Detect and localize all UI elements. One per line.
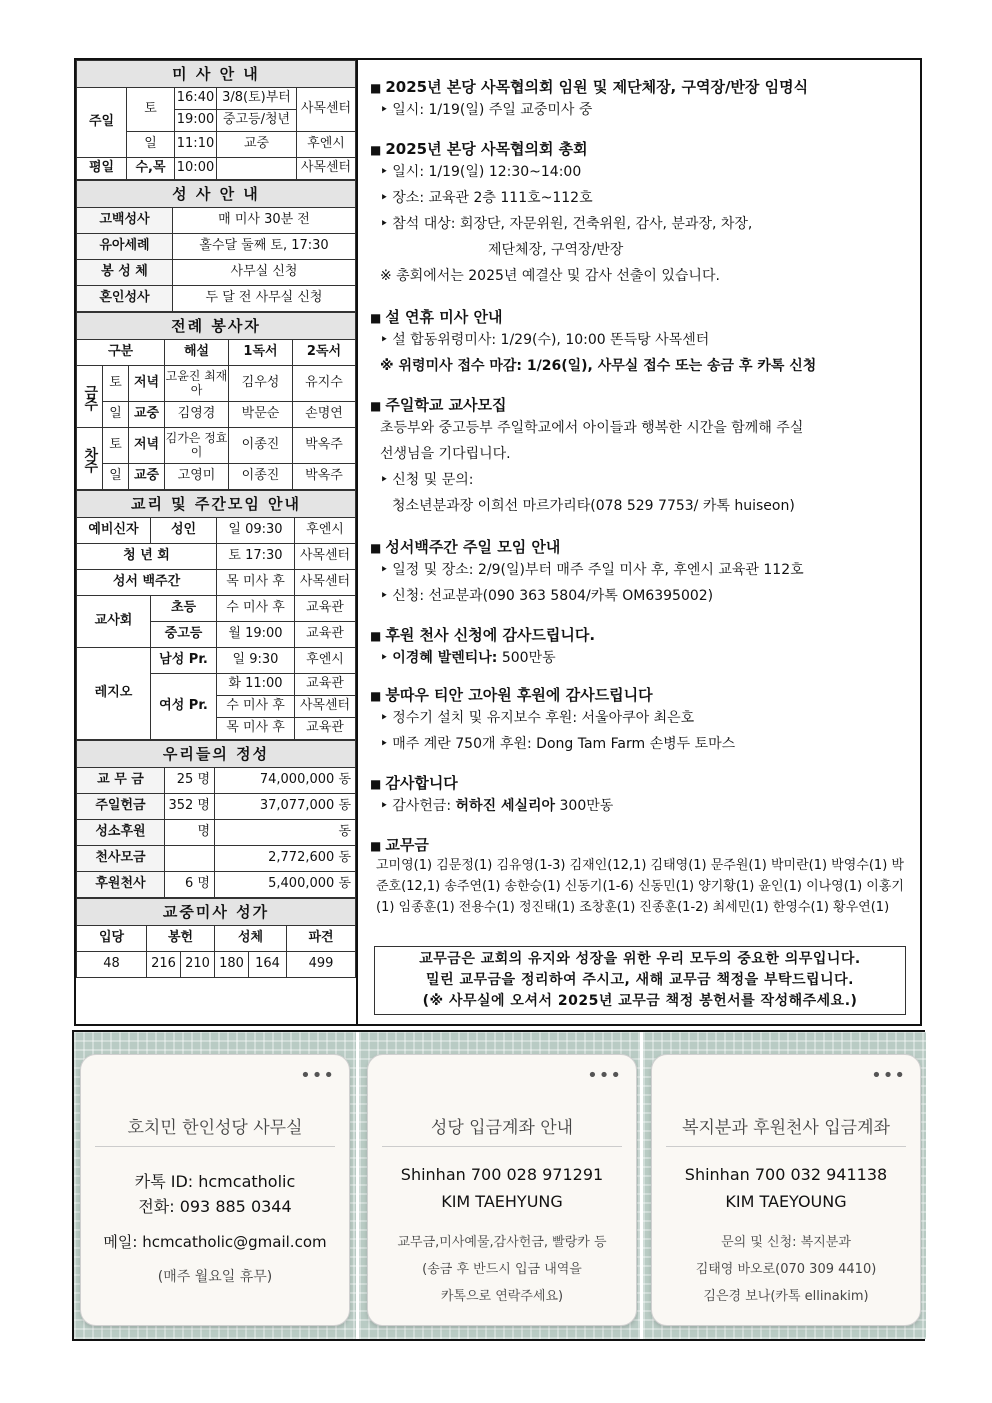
liturgy-reader1: 박문순 (229, 402, 293, 428)
sacrament-value: 홀수달 둘째 토, 17:30 (173, 234, 356, 260)
liturgy-day: 토 (103, 428, 129, 464)
left-column (76, 60, 358, 1024)
liturgy-mass: 저녁 (129, 366, 165, 402)
group-place: 교육관 (295, 718, 356, 740)
mass-sub: 일 (127, 132, 175, 158)
donor-name: 이경혜 발렌티나: (392, 650, 498, 666)
liturgy-mass: 저녁 (129, 428, 165, 464)
offering-table (76, 740, 356, 898)
notice-line: ‣ 설 합동위령미사: 1/29(수), 10:00 똔득탕 사목센터 (370, 327, 915, 353)
card-office (80, 1054, 350, 1326)
groups-table (76, 490, 356, 740)
card-note: 김은경 보나(카톡 ellinakim) (703, 1289, 869, 1304)
hymns-table (76, 898, 356, 978)
notice-line: ※ 위령미사 접수 마감: 1/26(일), 사무실 접수 또는 송금 후 카톡 신청 (380, 358, 817, 374)
group-place: 후엔시 (295, 518, 356, 544)
mass-sub: 토 (127, 88, 175, 132)
sacrament-name: 봉 성 체 (77, 260, 173, 286)
notice-orphanage (370, 684, 915, 757)
notice-lunar-new-year (370, 306, 915, 379)
notice-line: 청소년분과장 이희선 마르가리타(078 529 7753/ 카톡 huiseon) (392, 498, 795, 514)
group-sub: 여성 Pr. (151, 674, 217, 740)
notice-title: ■ 교무금 (370, 834, 915, 855)
liturgy-commentator: 고윤진 최재아 (165, 366, 229, 402)
panel-welfare-account (640, 1032, 926, 1339)
donation-amount: 300만동 (555, 798, 614, 814)
liturgy-commentator: 김가은 정효이 (165, 428, 229, 464)
mass-day: 주일 (77, 88, 127, 158)
liturgy-mass: 교중 (129, 464, 165, 490)
card-holder: KIM TAEYOUNG (725, 1192, 847, 1211)
offering-amount: 37,077,000 (259, 798, 335, 814)
notice-title: ■ 2025년 본당 사목협의회 임원 및 제단체장, 구역장/반장 임명식 (370, 76, 915, 97)
offering-unit: 동 (338, 772, 351, 788)
notice-bible-week (370, 536, 915, 609)
liturgy-header: 구분 (77, 340, 165, 366)
hymn-header: 입당 (77, 926, 147, 952)
offering-name: 교 무 금 (77, 768, 165, 794)
hymn-number: 164 (249, 952, 287, 978)
tithe-list: 고미영(1) 김문정(1) 김유영(1-3) 김재인(12,1) 김태영(1) 문주원(1) 박미란(1) 박영수(1) 박준호(12,1) 송주연(1) 송한승(1) 신동기(1-6) 신동민(1) 양기황(1) 윤인(1) 이나영(1) 이홍기(1) 임종훈(1) 전용수(1) 정진태(1) 조창훈(1) 진종훈(1-2) 최세민(1) 한영수(1) 황우연(1) (376, 858, 904, 915)
card-note: (송금 후 반드시 입금 내역을 (422, 1262, 582, 1277)
liturgy-day: 일 (103, 464, 129, 490)
hymn-number: 216 (147, 952, 181, 978)
hymn-number: 499 (287, 952, 356, 978)
offering-amount: 74,000,000 (259, 772, 335, 788)
mass-table (76, 60, 356, 180)
offering-name: 주일헌금 (77, 794, 165, 820)
notice-box-line: 교무금은 교회의 유지와 성장을 위한 우리 모두의 중요한 의무입니다. (419, 951, 861, 967)
mass-day: 평일 (77, 158, 127, 180)
more-icon[interactable]: ••• (300, 1065, 335, 1086)
group-place: 사목센터 (295, 570, 356, 596)
card-note: 김태영 바오로(070 309 4410) (695, 1262, 877, 1277)
sacrament-table (76, 180, 356, 312)
group-sub: 초등 (151, 596, 217, 622)
liturgy-reader2: 손명연 (293, 402, 356, 428)
group-time: 수 미사 후 (217, 696, 295, 718)
card-email[interactable]: 메일: hcmcatholic@gmail.com (103, 1233, 327, 1251)
liturgy-header: 1독서 (229, 340, 293, 366)
notice-line: ‣ 일시: 1/19(일) 주일 교중미사 중 (370, 97, 915, 123)
sacrament-value: 사무실 신청 (173, 260, 356, 286)
card-church-account (367, 1054, 637, 1326)
liturgy-reader1: 이종진 (229, 464, 293, 490)
liturgy-header: 해설 (165, 340, 229, 366)
group-name: 레지오 (77, 648, 151, 740)
liturgy-reader2: 박옥주 (293, 428, 356, 464)
mass-desc: 중고등/청년 (217, 110, 297, 132)
right-column (360, 60, 920, 1024)
offering-unit: 동 (338, 798, 351, 814)
offering-unit: 동 (338, 824, 351, 840)
notice-box-line: (※ 사무실에 오셔서 2025년 교무금 책정 봉헌서를 작성해주세요.) (422, 993, 858, 1009)
more-icon[interactable]: ••• (587, 1065, 622, 1086)
notice-line: ‣ 신청: 선교분과(090 363 5804/카톡 OM6395002) (370, 583, 915, 609)
offering-count: 명 (165, 820, 215, 846)
notice-title: ■ 붕따우 티안 고아원 후원에 감사드립니다 (370, 684, 915, 705)
liturgy-header: 2독서 (293, 340, 356, 366)
group-sub: 중고등 (151, 622, 217, 648)
bulletin-frame (74, 58, 922, 1026)
sacrament-value: 두 달 전 사무실 신청 (173, 286, 356, 312)
offering-amount: 5,400,000 (268, 876, 335, 892)
mass-time: 19:00 (175, 110, 217, 132)
notice-teachers (370, 394, 915, 519)
mass-place: 사목센터 (297, 158, 356, 180)
mass-desc: 교중 (217, 132, 297, 158)
group-place: 교육관 (295, 596, 356, 622)
card-note: (매주 월요일 휴무) (157, 1269, 273, 1285)
card-account: Shinhan 700 028 971291 (400, 1165, 604, 1184)
donor-name: 허하진 세실리아 (455, 798, 556, 814)
group-time: 화 11:00 (217, 674, 295, 696)
group-name: 예비신자 (77, 518, 151, 544)
group-place: 후엔시 (295, 648, 356, 674)
group-place: 사목센터 (295, 544, 356, 570)
tithe-notice-box (374, 946, 906, 1015)
group-time: 목 미사 후 (217, 718, 295, 740)
donation-amount: 500만동 (497, 650, 556, 666)
card-welfare-account (651, 1054, 921, 1326)
notice-line: ‣ 참석 대상: 회장단, 자문위원, 건축위원, 감사, 분과장, 차장, (370, 211, 915, 237)
notice-line: ※ 총회에서는 2025년 예결산 및 감사 선출이 있습니다. (380, 268, 720, 284)
mass-time: 10:00 (175, 158, 217, 180)
notice-title: ■ 설 연휴 미사 안내 (370, 306, 915, 327)
card-kakao: 카톡 ID: hcmcatholic (134, 1172, 296, 1191)
groups-title: 교리 및 주간모임 안내 (77, 491, 356, 518)
contact-section (72, 1030, 925, 1341)
mass-time: 11:10 (175, 132, 217, 158)
notice-line: ‣ 일시: 1/19(일) 12:30~14:00 (370, 159, 915, 185)
week-label-next: 차주 (77, 428, 103, 490)
sacrament-name: 고백성사 (77, 208, 173, 234)
mass-title: 미 사 안 내 (77, 61, 356, 88)
notice-line: ‣ 신청 및 문의: (370, 467, 915, 493)
notice-title: ■ 주일학교 교사모집 (370, 394, 915, 415)
notice-thanks (370, 772, 915, 819)
offering-unit: 동 (338, 850, 351, 866)
group-name: 성서 백주간 (77, 570, 217, 596)
offering-count: 25 명 (165, 768, 215, 794)
panel-church-account (356, 1032, 640, 1339)
offering-title: 우리들의 정성 (77, 741, 356, 768)
group-place: 사목센터 (295, 696, 356, 718)
group-place: 교육관 (295, 622, 356, 648)
notice-angel-thanks (370, 624, 915, 671)
offering-name: 천사모금 (77, 846, 165, 872)
sacrament-name: 혼인성사 (77, 286, 173, 312)
card-title: 성당 입금계좌 안내 (382, 1113, 622, 1147)
mass-place: 후엔시 (297, 132, 356, 158)
offering-amount: 2,772,600 (268, 850, 335, 866)
notice-line: ‣ 정수기 설치 및 유지보수 후원: 서울아쿠아 최은호 (370, 705, 915, 731)
sacrament-title: 성 사 안 내 (77, 181, 356, 208)
sacrament-name: 유아세례 (77, 234, 173, 260)
notice-tithe (370, 834, 915, 918)
offering-count: 6 명 (165, 872, 215, 898)
liturgy-day: 토 (103, 366, 129, 402)
group-time: 목 미사 후 (217, 570, 295, 596)
card-title: 호치민 한인성당 사무실 (95, 1113, 335, 1147)
liturgy-title: 전례 봉사자 (77, 313, 356, 340)
notice-title: ■ 성서백주간 주일 모임 안내 (370, 536, 915, 557)
offering-unit: 동 (338, 876, 351, 892)
group-time: 토 17:30 (217, 544, 295, 570)
group-name: 교사회 (77, 596, 151, 648)
hymn-number: 48 (77, 952, 147, 978)
liturgy-reader2: 유지수 (293, 366, 356, 402)
notice-line: ‣ 장소: 교육관 2층 111호~112호 (370, 185, 915, 211)
mass-place: 사목센터 (297, 88, 356, 132)
offering-name: 성소후원 (77, 820, 165, 846)
card-note: 교무금,미사예물,감사헌금, 빨랑카 등 (397, 1235, 607, 1250)
liturgy-day: 일 (103, 402, 129, 428)
week-label-this: 금주 (77, 366, 103, 428)
group-sub: 성인 (151, 518, 217, 544)
notice-line: 선생님을 기다립니다. (380, 446, 511, 462)
group-time: 수 미사 후 (217, 596, 295, 622)
more-icon[interactable]: ••• (871, 1065, 906, 1086)
liturgy-reader1: 이종진 (229, 428, 293, 464)
notice-line: ‣ 일정 및 장소: 2/9(일)부터 매주 주일 미사 후, 후엔시 교육관 112호 (370, 557, 915, 583)
liturgy-table (76, 312, 356, 490)
mass-desc: 3/8(토)부터 (217, 88, 297, 110)
hymn-header: 성체 (215, 926, 287, 952)
card-note: 카톡으로 연락주세요) (440, 1289, 564, 1304)
liturgy-reader2: 박옥주 (293, 464, 356, 490)
sacrament-value: 매 미사 30분 전 (173, 208, 356, 234)
hymn-number: 210 (181, 952, 215, 978)
hymns-title: 교중미사 성가 (77, 899, 356, 926)
card-note: 문의 및 신청: 복지분과 (721, 1235, 851, 1250)
notice-title: ■ 후원 천사 신청에 감사드립니다. (370, 624, 915, 645)
notice-line: 감사헌금: (392, 798, 456, 814)
group-name: 청 년 회 (77, 544, 217, 570)
card-title: 복지분과 후원천사 입금계좌 (666, 1113, 906, 1147)
offering-count: 352 명 (165, 794, 215, 820)
card-phone: 전화: 093 885 0344 (138, 1197, 292, 1216)
card-account: Shinhan 700 032 941138 (684, 1165, 888, 1184)
group-time: 일 09:30 (217, 518, 295, 544)
liturgy-commentator: 김영경 (165, 402, 229, 428)
notice-line: 제단체장, 구역장/반장 (488, 242, 624, 258)
hymn-number: 180 (215, 952, 249, 978)
liturgy-mass: 교중 (129, 402, 165, 428)
card-holder: KIM TAEHYUNG (441, 1192, 563, 1211)
notice-box-line: 밀린 교무금을 정리하여 주시고, 새해 교무금 책정을 부탁드립니다. (426, 972, 854, 988)
hymn-header: 봉헌 (147, 926, 215, 952)
notice-line: ‣ 매주 계란 750개 후원: Dong Tam Farm 손병두 토마스 (370, 731, 915, 757)
notice-line: 초등부와 중고등부 주일학교에서 아이들과 행복한 시간을 함께해 주실 (380, 420, 804, 436)
liturgy-commentator: 고영미 (165, 464, 229, 490)
notice-title: ■ 2025년 본당 사목협의회 총회 (370, 138, 915, 159)
group-time: 일 9:30 (217, 648, 295, 674)
notice-appointment (370, 76, 915, 123)
offering-count (165, 846, 215, 872)
group-place: 교육관 (295, 674, 356, 696)
group-sub: 남성 Pr. (151, 648, 217, 674)
mass-time: 16:40 (175, 88, 217, 110)
liturgy-reader1: 김우성 (229, 366, 293, 402)
mass-sub: 수,목 (127, 158, 175, 180)
mass-desc (217, 158, 297, 180)
notice-assembly (370, 138, 915, 289)
hymn-header: 파견 (287, 926, 356, 952)
offering-name: 후원천사 (77, 872, 165, 898)
group-time: 월 19:00 (217, 622, 295, 648)
panel-office (74, 1032, 356, 1339)
notice-title: ■ 감사합니다 (370, 772, 915, 793)
